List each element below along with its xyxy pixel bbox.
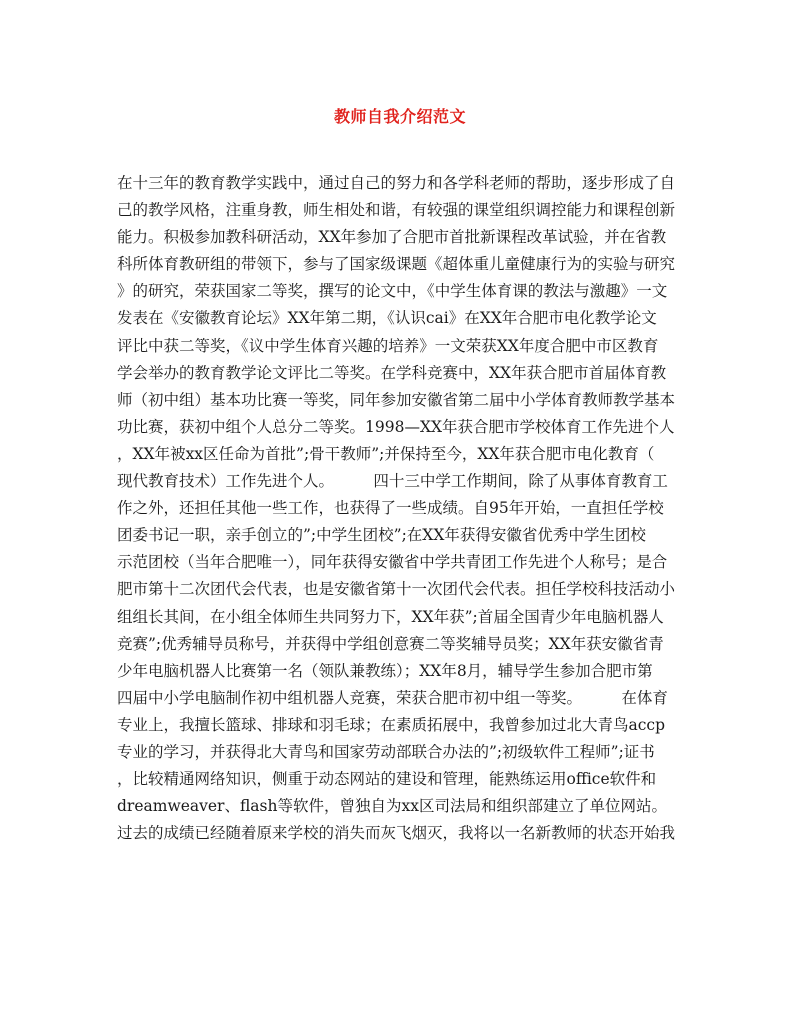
body-line: 专业上，我擅长篮球、排球和羽毛球；在素质拓展中，我曾参加过北大青鸟accp	[117, 715, 666, 734]
body-line: 肥市第十二次团代会代表，也是安徽省第十一次团代会代表。担任学校科技活动小	[117, 580, 676, 599]
body-line: 评比中获二等奖，《议中学生体育兴趣的培养》一文荣获XX年度合肥中市区教育	[117, 336, 659, 355]
body-line: 学会举办的教育教学论文评比二等奖。在学科竞赛中，XX年获合肥市首届体育教	[117, 363, 667, 382]
body-line: 现代教育技术）工作先进个人。 四十三中学工作期间，除了从事体育教育工	[117, 472, 668, 491]
body-line: 己的教学风格，注重身教，师生相处和谐，有较强的课堂组织调控能力和课程创新	[117, 201, 676, 220]
body-line: dreamweaver、flash等软件，曾独自为xx区司法局和组织部建立了单位网站。	[117, 797, 667, 816]
document-title: 教师自我介绍范文	[333, 107, 466, 126]
body-line: 竞赛”;优秀辅导员称号，并获得中学组创意赛二等奖辅导员奖；XX年获安徽省青	[117, 634, 664, 653]
body-line: 四届中小学电脑制作初中组机器人竞赛，荣获合肥市初中组一等奖。 在体育	[117, 688, 668, 707]
body-line: 》的研究，荣获国家二等奖，撰写的论文中，《中学生体育课的教法与激趣》一文	[117, 282, 668, 301]
body-line: 师（初中组）基本功比赛一等奖，同年参加安徽省第二届中小学体育教师教学基本	[117, 390, 676, 409]
body-line: 功比赛，获初中组个人总分二等奖。1998—XX年获合肥市学校体育工作先进个人	[117, 417, 675, 436]
body-line: 作之外，还担任其他一些工作，也获得了一些成绩。自95年开始，一直担任学校	[117, 499, 664, 518]
document-body	[117, 170, 687, 847]
body-line: 专业的学习，并获得北大青鸟和国家劳动部联合办法的”;初级软件工程师”;证书	[117, 742, 655, 761]
body-line: 过去的成绩已经随着原来学校的消失而灰飞烟灭，我将以一名新教师的状态开始我	[117, 824, 676, 843]
body-line: 组组长其间，在小组全体师生共同努力下，XX年获”;首届全国青少年电脑机器人	[117, 607, 664, 626]
body-line: 科所体育教研组的带领下，参与了国家级课题《超体重儿童健康行为的实验与研究	[117, 255, 676, 274]
body-line: 示范团校（当年合肥唯一），同年获得安徽省中学共青团工作先进个人称号；是合	[117, 553, 668, 572]
body-line: 在十三年的教育教学实践中，通过自己的努力和各学科老师的帮助，逐步形成了自	[117, 174, 676, 192]
body-line: 能力。积极参加教科研活动，XX年参加了合肥市首批新课程改革试验，并在省教	[117, 228, 667, 247]
body-line: 发表在《安徽教育论坛》XX年第二期，《认识cai》在XX年合肥市电化教学论文	[117, 309, 657, 328]
body-line: ，比较精通网络知识，侧重于动态网站的建设和管理，能熟练运用office软件和	[117, 770, 657, 789]
body-line: ，XX年被xx区任命为首批”;骨干教师”;并保持至今，XX年获合肥市电化教育（	[117, 444, 655, 463]
body-line: 团委书记一职，亲手创立的”;中学生团校”;在XX年获得安徽省优秀中学生团校	[117, 526, 646, 545]
body-line: 少年电脑机器人比赛第一名（领队兼教练）；XX年8月，辅导学生参加合肥市第	[117, 661, 653, 680]
